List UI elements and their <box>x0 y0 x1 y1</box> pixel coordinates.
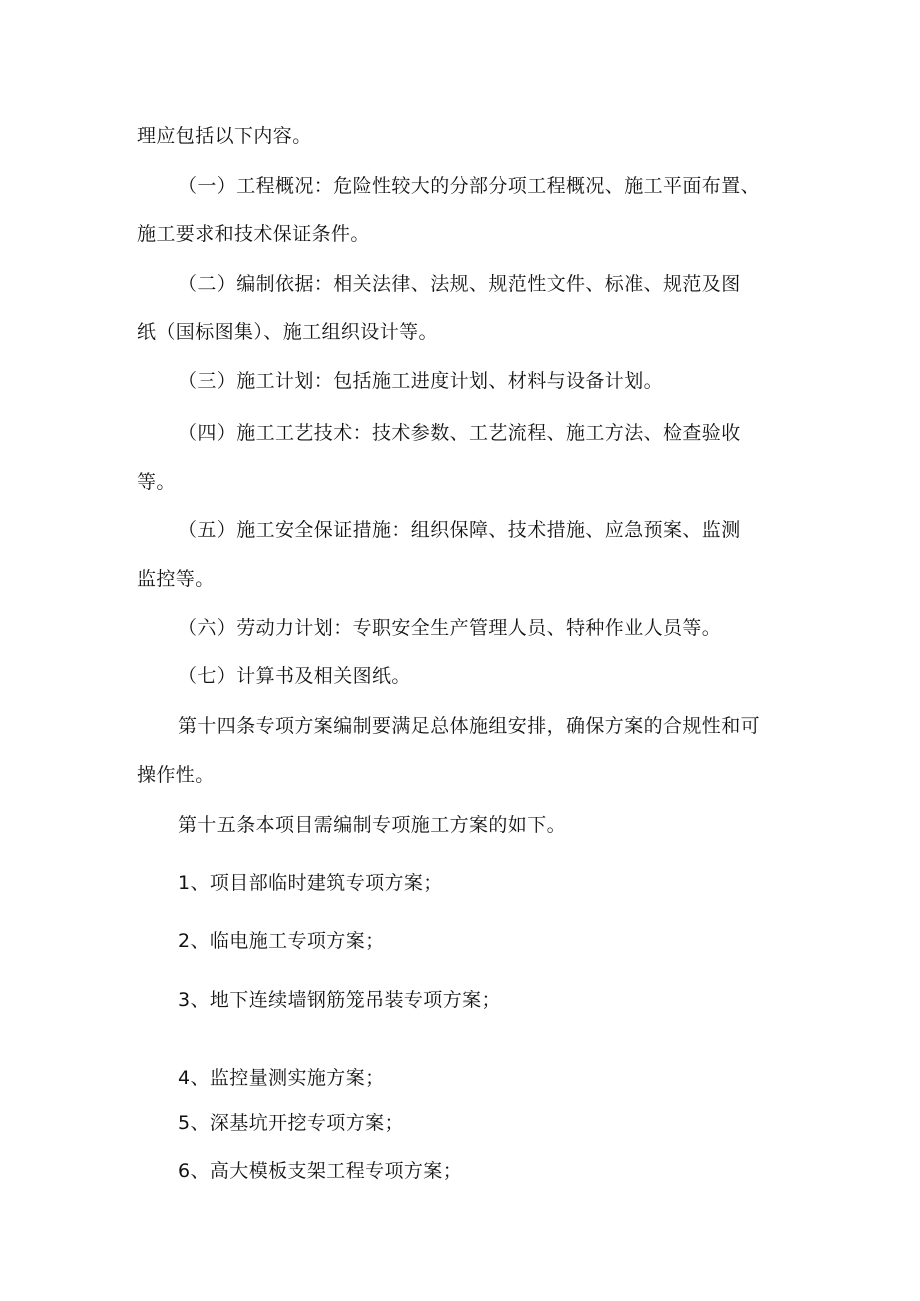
plan-item-1: 1、项目部临时建筑专项方案； <box>178 872 443 894</box>
item-1-line-1: （一）工程概况：危险性较大的分部分项工程概况、施工平面布置、 <box>178 175 761 197</box>
article-14-line-2: 操作性。 <box>137 764 215 786</box>
article-15: 第十五条本项目需编制专项施工方案的如下。 <box>178 814 567 836</box>
plan-item-5: 5、深基坑开挖专项方案； <box>178 1112 404 1134</box>
plan-item-4: 4、监控量测实施方案； <box>178 1067 385 1089</box>
item-4-line-2: 等。 <box>137 471 176 493</box>
item-3-line-1: （三）施工计划：包括施工进度计划、材料与设备计划。 <box>178 370 664 392</box>
item-7-line-1: （七）计算书及相关图纸。 <box>178 665 411 687</box>
item-1-line-2: 施工要求和技术保证条件。 <box>137 223 370 245</box>
item-5-line-1: （五）施工安全保证措施：组织保障、技术措施、应急预案、监测 <box>178 519 741 541</box>
plan-item-2: 2、临电施工专项方案； <box>178 930 385 952</box>
item-4-line-1: （四）施工工艺技术：技术参数、工艺流程、施工方法、检查验收 <box>178 422 741 444</box>
plan-item-3: 3、地下连续墙钢筋笼吊装专项方案； <box>178 989 501 1011</box>
item-6-line-1: （六）劳动力计划：专职安全生产管理人员、特种作业人员等。 <box>178 617 722 639</box>
item-5-line-2: 监控等。 <box>137 568 215 590</box>
item-2-line-1: （二）编制依据：相关法律、法规、规范性文件、标准、规范及图 <box>178 273 741 295</box>
article-14-line-1: 第十四条专项方案编制要满足总体施组安排，确保方案的合规性和可 <box>178 715 761 737</box>
plan-item-6: 6、高大模板支架工程专项方案； <box>178 1160 463 1182</box>
item-2-line-2: 纸（国标图集）、施工组织设计等。 <box>137 321 438 343</box>
intro-tail: 理应包括以下内容。 <box>137 125 312 147</box>
